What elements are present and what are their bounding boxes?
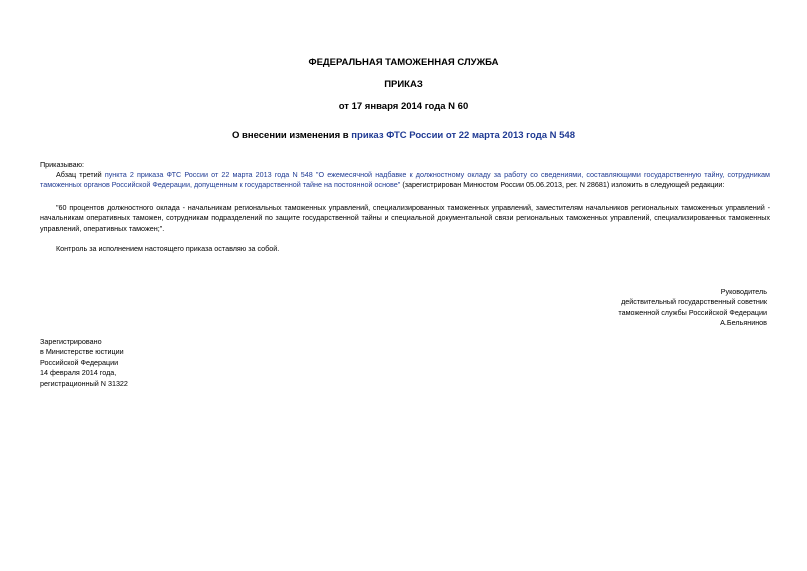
registration-line-3: Российской Федерации (40, 357, 119, 367)
order-word: Приказываю: (40, 160, 84, 169)
doc-type-title: ПРИКАЗ (384, 79, 423, 90)
paragraph-3: Контроль за исполнением настоящего приказа оставляю за собой. (56, 244, 280, 253)
paragraph-1-suffix: (зарегистрирован Минюстом России 05.06.2013, рег. N 28681) изложить в следующей редакции: (400, 180, 725, 190)
registration-line-4: 14 февраля 2014 года, (40, 368, 117, 378)
doc-date-number: от 17 января 2014 года N 60 (338, 101, 469, 112)
doc-subject (0, 130, 807, 142)
registration-line-5: регистрационный N 31322 (40, 378, 128, 388)
registration-line-1: Зарегистрировано (40, 337, 102, 346)
signature-position: Руководитель (720, 287, 767, 296)
doc-subject-link[interactable]: приказ ФТС России от 22 марта 2013 года N 548 (351, 130, 575, 141)
signature-block (618, 287, 767, 329)
signature-name: А.Бельянинов (720, 318, 767, 328)
signature-rank: действительный государственный советник (621, 297, 767, 307)
registration-block (40, 337, 128, 389)
paragraph-1 (40, 170, 770, 191)
order-548-title-link[interactable]: "О ежемесячной надбавке к должностному окладу за работу со сведениями, составляющими государственную тайну, сотрудникам таможенных органов Российской Федерации, допущенным к государственной тайне на постоянной основе" (40, 170, 770, 190)
signature-service: таможенной службы Российской Федерации (618, 307, 767, 317)
registration-line-2: в Министерстве юстиции (40, 347, 124, 357)
doc-subject-prefix: О внесении изменения в (232, 130, 352, 141)
agency-title: ФЕДЕРАЛЬНАЯ ТАМОЖЕННАЯ СЛУЖБА (308, 57, 499, 68)
paragraph-1-prefix: Абзац третий (56, 170, 105, 179)
order-548-point-link[interactable]: пункта 2 приказа ФТС России от 22 марта 2013 года N 548 (104, 170, 313, 179)
paragraph-2: "60 процентов должностного оклада - начальникам региональных таможенных управлений, специализированных таможенных управлений, заместителям начальников региональных таможенных управлений - начальникам оперативных таможен, сотрудникам подразделений по защите государственной тайны и специальной документальной связи региональных таможенных управлений, специализированных таможенных управлений, оперативных таможен;". (40, 203, 770, 233)
